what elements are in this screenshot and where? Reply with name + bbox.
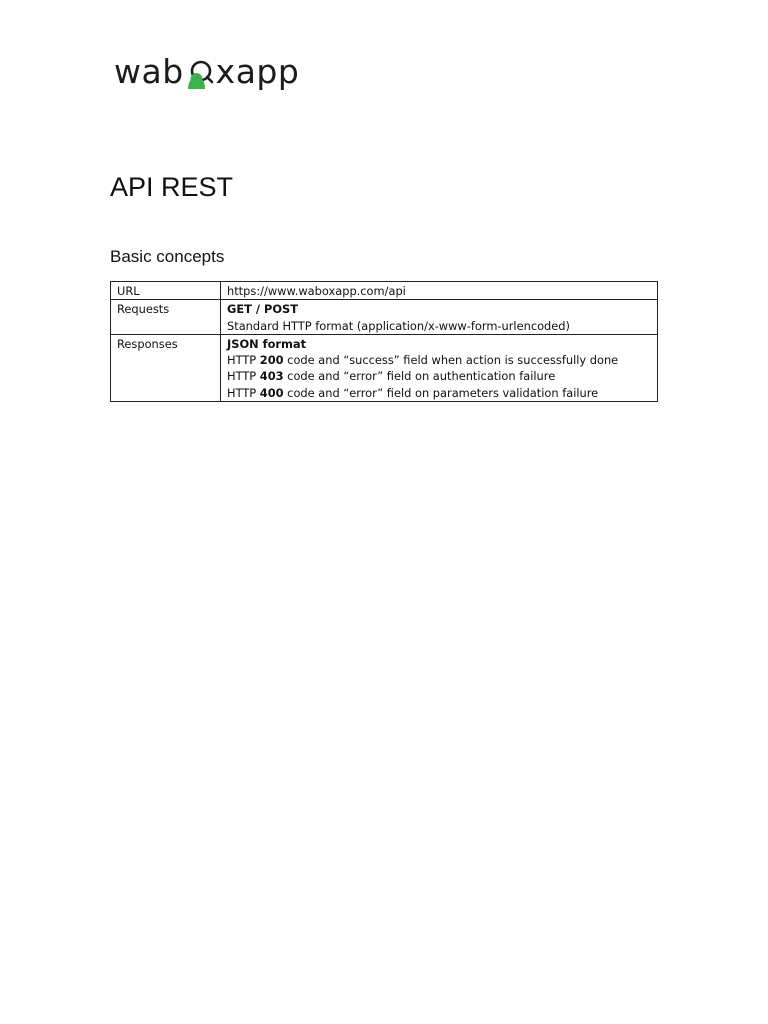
logo-text-after: xapp <box>215 51 300 91</box>
value-text-bold: 403 <box>259 369 284 384</box>
value-line <box>227 336 651 352</box>
value-line <box>227 385 651 401</box>
logo-text-before: wab <box>114 51 184 91</box>
value-text: HTTP <box>227 369 260 384</box>
value-text-bold: 400 <box>259 385 284 400</box>
row-label: URL <box>111 282 221 300</box>
row-label: Requests <box>111 300 221 335</box>
table-row <box>111 282 658 300</box>
waboxapp-logo <box>114 48 299 94</box>
row-label: Responses <box>111 334 221 401</box>
value-line <box>227 352 651 368</box>
value-text-bold: GET / POST <box>227 302 298 317</box>
value-text: HTTP <box>227 385 260 400</box>
table-row <box>111 334 658 401</box>
row-value <box>221 334 658 401</box>
value-text: code and “success” field when action is successfully done <box>283 353 619 368</box>
table-row <box>111 300 658 335</box>
row-value <box>221 300 658 335</box>
value-text: Standard HTTP format (application/x-www-form-urlencoded) <box>227 318 570 333</box>
chat-bubble-logo-icon <box>185 55 215 95</box>
row-value <box>221 282 658 300</box>
page-title: API REST <box>110 172 234 202</box>
value-line <box>227 301 651 317</box>
section-title: Basic concepts <box>110 247 225 266</box>
value-line <box>227 368 651 384</box>
basic-concepts-table-body <box>111 282 658 402</box>
basic-concepts-table <box>110 281 658 402</box>
value-line <box>227 318 651 334</box>
value-text: code and “error” field on authentication failure <box>283 369 556 384</box>
value-text: https://www.waboxapp.com/api <box>227 284 406 298</box>
value-text: code and “error” field on parameters validation failure <box>283 385 599 400</box>
value-line <box>227 283 651 299</box>
value-text: HTTP <box>227 353 260 368</box>
value-text-bold: 200 <box>259 353 284 368</box>
value-text-bold: JSON format <box>227 336 307 351</box>
